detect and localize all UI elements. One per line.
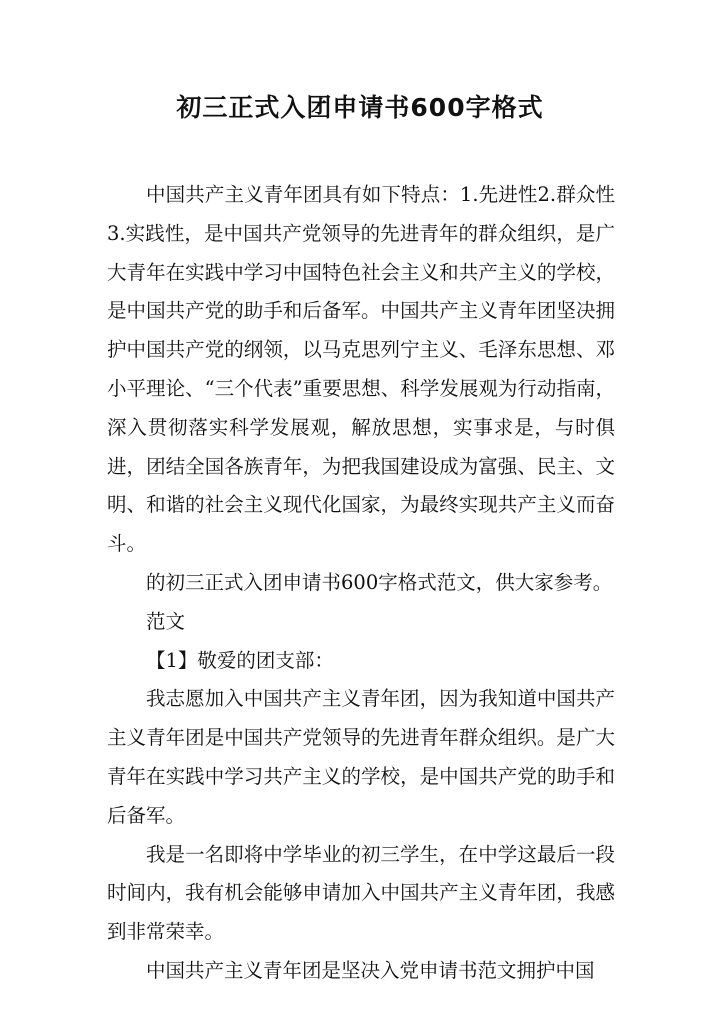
paragraph-salutation: 【1】敬爱的团支部： — [146, 648, 334, 672]
paragraph-intro: 中国共产主义青年团具有如下特点：1.先进性2.群众性3.实践性，是中国共产党领导的先进青年的群众组织，是广大青年在实践中学习中国特色社会主义和共产主义的学校，是中国共产党的助手和后备军。中国共产主义青年团坚决拥护中国共产党的纲领，以马克思列宁主义、毛泽东思想、邓小平理论、“三个代表”重要思想、科学发展观为行动指南，深入贯彻落实科学发展观，解放思想，实事求是，与时俱进，团结全国各族青年，为把我国建设成为富强、民主、文明、和谐的社会主义现代化国家，为最终实现共产主义而奋斗。 — [107, 183, 615, 556]
paragraph-reference-note: 的初三正式入团申请书600字格式范文，供大家参考。 — [146, 570, 613, 594]
paragraph-body-2: 我是一名即将中学毕业的初三学生，在中学这最后一段时间内，我有机会能够申请加入中国共产主义青年团，我感到非常荣幸。 — [107, 842, 615, 944]
paragraph-body-3: 中国共产主义青年团是坚决入党申请书范文拥护中国 — [146, 958, 595, 982]
paragraph-body-1: 我志愿加入中国共产主义青年团，因为我知道中国共产主义青年团是中国共产党领导的先进青年群众组织。是广大青年在实践中学习共产主义的学校，是中国共产党的助手和后备军。 — [107, 687, 615, 827]
document-body — [107, 176, 615, 991]
document-title: 初三正式入团申请书600字格式 — [176, 93, 544, 122]
paragraph-sample-heading: 范文 — [146, 609, 186, 633]
